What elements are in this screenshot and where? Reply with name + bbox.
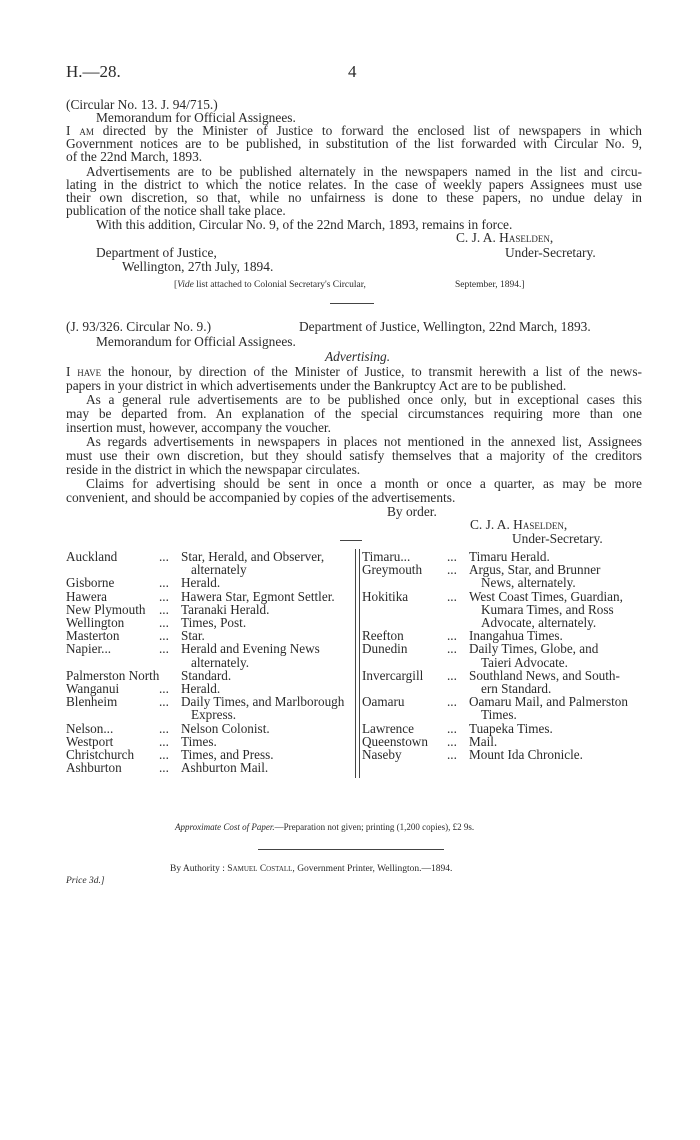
newspaper-name: Hawera Star, Egmont Settler. [181, 588, 335, 604]
newspaper-place: Queenstown [362, 733, 428, 749]
vide-note: [Vide list attached to Colonial Secretary's Circular, [174, 280, 366, 290]
circular9-p1-line1 [66, 365, 642, 379]
circular13-ref: (Circular No. 13. J. 94/715.) [66, 97, 218, 112]
circular9-signer: C. J. A. Haselden, [470, 517, 568, 532]
circular9-p2-line3: insertion must, however, accompany the voucher. [66, 420, 331, 435]
circular13-p1-line2: Government notices are to be published, in substitution of the list forwarded with Circular No. 9, [66, 136, 642, 151]
newspaper-name: Standard. [181, 667, 232, 683]
circular13-p2-line1: Advertisements are to be published alternately in the newspapers named in the list and circu- [86, 164, 642, 179]
leader-dots: ... [159, 720, 169, 736]
newspaper-place: Ashburton [66, 760, 122, 776]
circular13-p1-lead: I am [66, 123, 94, 138]
newspaper-place: Wellington [66, 615, 125, 630]
circular13-p1-line3: of the 22nd March, 1893. [66, 149, 203, 164]
newspaper-place: Hokitika [362, 588, 409, 604]
circular13-place-date: Wellington, 27th July, 1894. [122, 259, 274, 274]
leader-dots: ... [159, 641, 169, 657]
vide-rest: list attached to Colonial Secretary's Circular, [196, 280, 366, 290]
leader-dots: ... [447, 641, 457, 657]
leader-dots: ... [159, 733, 169, 749]
newspaper-name-continued: Times. [481, 707, 517, 723]
circular13-signer: C. J. A. Haselden, [456, 230, 554, 245]
newspaper-place: Auckland [66, 549, 118, 564]
leader-dots: ... [159, 681, 169, 696]
leader-dots: ... [447, 628, 457, 644]
newspaper-name-continued: ern Standard. [481, 681, 552, 696]
newspaper-name-continued: Kumara Times, and Ross [481, 601, 614, 617]
leader-dots: ... [159, 628, 169, 644]
authority-name: Samuel Costall, [227, 864, 295, 874]
leader-dots: ... [447, 733, 457, 749]
newspaper-name: Daily Times, and Marlborough [181, 694, 345, 710]
authority-line [170, 864, 452, 875]
vide-word: Vide [177, 280, 194, 290]
newspaper-name: Taranaki Herald. [181, 601, 270, 617]
newspaper-name: Mail. [469, 733, 498, 749]
newspaper-place: Dunedin [362, 641, 408, 657]
leader-dots: ... [447, 562, 457, 578]
newspaper-place: Westport [66, 733, 114, 749]
circular9-heading: Advertising. [325, 349, 391, 364]
newspaper-place: Christchurch [66, 747, 135, 762]
circular13-p2-line2: lating in the district to which the notice relates. In the case of weekly papers Assignees must use [66, 177, 642, 192]
circular9-p4-line1: Claims for advertising should be sent in once a month or once a quarter, as may be more [86, 476, 642, 491]
newspaper-name-continued: News, alternately. [481, 575, 576, 591]
page-number: 4 [348, 62, 357, 81]
newspaper-place: Napier... [66, 641, 112, 657]
leader-dots: ... [159, 760, 169, 776]
circular9-p2-line2: may be departed from. An explanation of the special circumstances requiring more than one [66, 406, 642, 421]
cost-rest: —Preparation not given; printing (1,200 copies), £2 9s. [274, 822, 475, 832]
circular9-p3-line1: As regards advertisements in newspapers in places not mentioned in the annexed list, Assignees [86, 434, 642, 449]
newspaper-place: Blenheim [66, 694, 118, 710]
newspaper-place: Naseby [362, 747, 402, 762]
leader-dots: ... [159, 747, 169, 762]
newspaper-name: Star. [181, 628, 205, 644]
circular9-p1-text1: the honour, by direction of the Minister of Justice, to transmit herewith a list of the news- [107, 364, 642, 379]
section-divider [330, 303, 374, 304]
circular9-p1-lead: I have [66, 364, 102, 379]
vide-date: September, 1894.] [455, 280, 525, 290]
newspaper-name: Inangahua Times. [469, 628, 563, 644]
newspaper-place: Reefton [362, 628, 404, 644]
circular9-signer-title: Under-Secretary. [512, 531, 603, 546]
circular9-p1-line2: papers in your district in which advertisements under the Bankruptcy Act are to be published. [66, 378, 567, 393]
newspaper-name: Daily Times, Globe, and [469, 641, 599, 657]
circular9-p3-line2: must use their own discretion, but they should satisfy themselves that a majority of the creditors [66, 448, 642, 463]
leader-dots: ... [447, 667, 457, 683]
document-code: H.—28. [66, 62, 121, 81]
newspaper-place: Greymouth [362, 562, 423, 578]
newspaper-name-continued: alternately [191, 562, 247, 578]
authority-lead: By Authority : [170, 864, 225, 874]
column-divider-left [355, 549, 356, 778]
leader-dots: ... [447, 720, 457, 736]
circular13-p3-line1: With this addition, Circular No. 9, of the 22nd March, 1893, remains in force. [96, 217, 513, 232]
newspaper-place: Hawera [66, 588, 107, 604]
footer-divider [258, 849, 444, 850]
newspaper-name-continued: Advocate, alternately. [481, 615, 597, 630]
leader-dots: ... [447, 694, 457, 710]
leader-dots: ... [159, 588, 169, 604]
price: Price 3d.] [66, 876, 105, 886]
newspaper-name: Oamaru Mail, and Palmerston [469, 694, 628, 710]
circular9-p2-line1: As a general rule advertisements are to be published once only, but in exceptional cases this [86, 392, 642, 407]
newspaper-place: Gisborne [66, 575, 115, 591]
newspaper-place: Palmerston North [66, 667, 160, 683]
newspaper-name: Southland News, and South- [469, 667, 620, 683]
authority-rest: Government Printer, Wellington.—1894. [297, 864, 453, 874]
newspaper-name-continued: Taieri Advocate. [481, 654, 568, 670]
circular9-ref: (J. 93/326. Circular No. 9.) [66, 319, 212, 334]
circular13-p2-line4: publication of the notice shall take place. [66, 203, 286, 218]
circular9-title: Memorandum for Official Assignees. [96, 334, 296, 349]
newspaper-name: Herald. [181, 575, 221, 591]
newspaper-name: Herald. [181, 681, 221, 696]
newspaper-place: Oamaru [362, 694, 405, 710]
newspaper-name: Mount Ida Chronicle. [469, 747, 583, 762]
newspaper-place: Invercargill [362, 667, 424, 683]
newspaper-name: West Coast Times, Guardian, [469, 588, 623, 604]
newspaper-place: Timaru... [362, 549, 411, 564]
leader-dots: ... [159, 601, 169, 617]
circular9-dept-date: Department of Justice, Wellington, 22nd March, 1893. [299, 319, 591, 334]
cost-note [175, 822, 474, 833]
circular13-dept: Department of Justice, [96, 245, 217, 260]
cost-label: Approximate Cost of Paper. [175, 822, 275, 832]
leader-dots: ... [447, 549, 457, 564]
leader-dots: ... [159, 615, 169, 630]
leader-dots: ... [159, 575, 169, 591]
newspaper-name: Herald and Evening News [181, 641, 320, 657]
circular13-p2-line3: their own discretion, so that, while no unfairness is done to these papers, no undue delay in [66, 190, 642, 205]
leader-dots: ... [159, 549, 169, 564]
circular13-title: Memorandum for Official Assignees. [96, 110, 296, 125]
newspaper-place: Lawrence [362, 720, 414, 736]
leader-dots: ... [159, 694, 169, 710]
newspaper-name-continued: Express. [191, 707, 237, 723]
newspaper-name: Times, Post. [181, 615, 247, 630]
newspaper-place: Nelson... [66, 720, 114, 736]
newspaper-place: Masterton [66, 628, 120, 644]
newspaper-place: New Plymouth [66, 601, 146, 617]
circular9-by-order: By order. [387, 504, 437, 519]
circular13-signer-title: Under-Secretary. [505, 245, 596, 260]
circular9-p3-line3: reside in the district in which the newspapar circulates. [66, 462, 361, 477]
circular13-p1-text1: directed by the Minister of Justice to forward the enclosed list of newspapers in which [102, 123, 642, 138]
column-divider-right [359, 549, 360, 778]
newspaper-name: Ashburton Mail. [181, 760, 269, 776]
newspaper-name: Timaru Herald. [469, 549, 550, 564]
newspaper-place: Wanganui [66, 681, 120, 696]
newspaper-name: Star, Herald, and Observer, [181, 549, 325, 564]
newspaper-name: Nelson Colonist. [181, 720, 270, 736]
newspaper-name: Argus, Star, and Brunner [469, 562, 601, 578]
circular9-p4-line2: convenient, and should be accompanied by copies of the advertisements. [66, 490, 456, 505]
newspaper-name: Times. [181, 733, 217, 749]
table-divider [340, 540, 362, 541]
newspaper-name: Tuapeka Times. [469, 720, 553, 736]
newspaper-name-continued: alternately. [191, 654, 250, 670]
newspaper-name: Times, and Press. [181, 747, 274, 762]
leader-dots: ... [447, 588, 457, 604]
leader-dots: ... [447, 747, 457, 762]
